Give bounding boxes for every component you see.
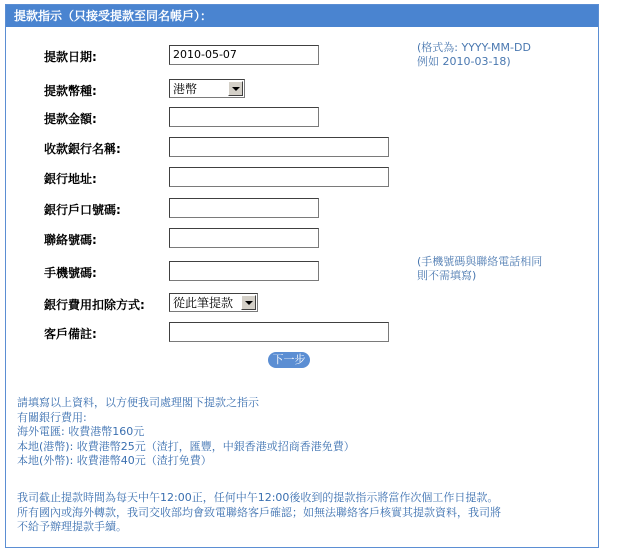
bank-name-input[interactable] (169, 137, 389, 157)
bank-name-label: 收款銀行名稱: (44, 142, 121, 156)
fee-row (6, 293, 598, 315)
remark-label: 客戶備註: (44, 327, 97, 341)
mobile-hint-line2: 則不需填寫) (417, 269, 477, 282)
date-hint-line1: (格式為: YYYY-MM-DD (417, 41, 531, 54)
notes-line7: 所有國內或海外轉款，我司交收部均會致電聯絡客戶確認；如無法聯絡客戶核實其提款資料，我司將 (17, 505, 501, 519)
mobile-hint-line1: (手機號碼與聯絡電話相同 (417, 255, 543, 268)
remark-input[interactable] (169, 322, 389, 342)
currency-select[interactable] (169, 79, 245, 98)
contact-row (6, 228, 598, 250)
fee-selected-value: 從此筆提款 (173, 296, 234, 310)
contact-label: 聯絡號碼: (44, 233, 97, 247)
mobile-number-input[interactable] (169, 261, 319, 281)
amount-label: 提款金額: (44, 112, 97, 126)
amount-input[interactable] (169, 107, 319, 127)
fee-method-select[interactable] (169, 293, 258, 312)
date-label: 提款日期: (44, 50, 97, 64)
chevron-down-icon[interactable] (228, 81, 243, 96)
notes-line2: 有關銀行費用: (17, 410, 87, 424)
amount-row (6, 107, 598, 129)
notes-line1: 請填寫以上資料，以方便我司處理閣下提款之指示 (17, 396, 259, 409)
bank-address-row (6, 167, 598, 189)
currency-selected-value: 港幣 (173, 82, 198, 96)
mobile-label: 手機號碼: (44, 266, 97, 280)
notes-line4: 本地(港幣): 收費港幣25元（渣打，匯豐，中銀香港或招商香港免費） (17, 439, 355, 453)
date-input[interactable]: 2010-05-07 (169, 45, 319, 65)
remark-row (6, 322, 598, 344)
bank-address-label: 銀行地址: (44, 172, 97, 186)
account-label: 銀行戶口號碼: (44, 203, 121, 217)
fee-label: 銀行費用扣除方式: (44, 298, 145, 312)
mobile-hint (417, 255, 542, 283)
next-step-button[interactable]: 下一步 (268, 352, 310, 368)
notes-line3: 海外電匯: 收費港幣160元 (17, 425, 145, 438)
contact-number-input[interactable] (169, 228, 319, 248)
account-row (6, 198, 598, 220)
date-hint-line2: 例如 2010-03-18) (417, 55, 511, 68)
cutoff-notes (17, 491, 501, 535)
bank-name-row (6, 137, 598, 159)
notes-line5: 本地(外幣): 收費港幣40元（渣打免費） (17, 454, 212, 467)
withdrawal-form-panel (5, 4, 599, 548)
date-format-hint (417, 41, 531, 69)
notes-line6: 我司截止提款時間為每天中午12:00正，任何中午12:00後收到的提款指示將當作次個工作日提款。 (17, 491, 499, 504)
fee-notes (17, 396, 355, 469)
account-number-input[interactable] (169, 198, 319, 218)
currency-row (6, 79, 598, 101)
chevron-down-icon[interactable] (241, 295, 256, 310)
panel-title: 提款指示（只接受提款至同名帳戶）： (6, 5, 598, 27)
notes-line8: 不給予辦理提款手續。 (17, 520, 127, 533)
currency-label: 提款幣種: (44, 84, 97, 98)
bank-address-input[interactable] (169, 167, 389, 187)
